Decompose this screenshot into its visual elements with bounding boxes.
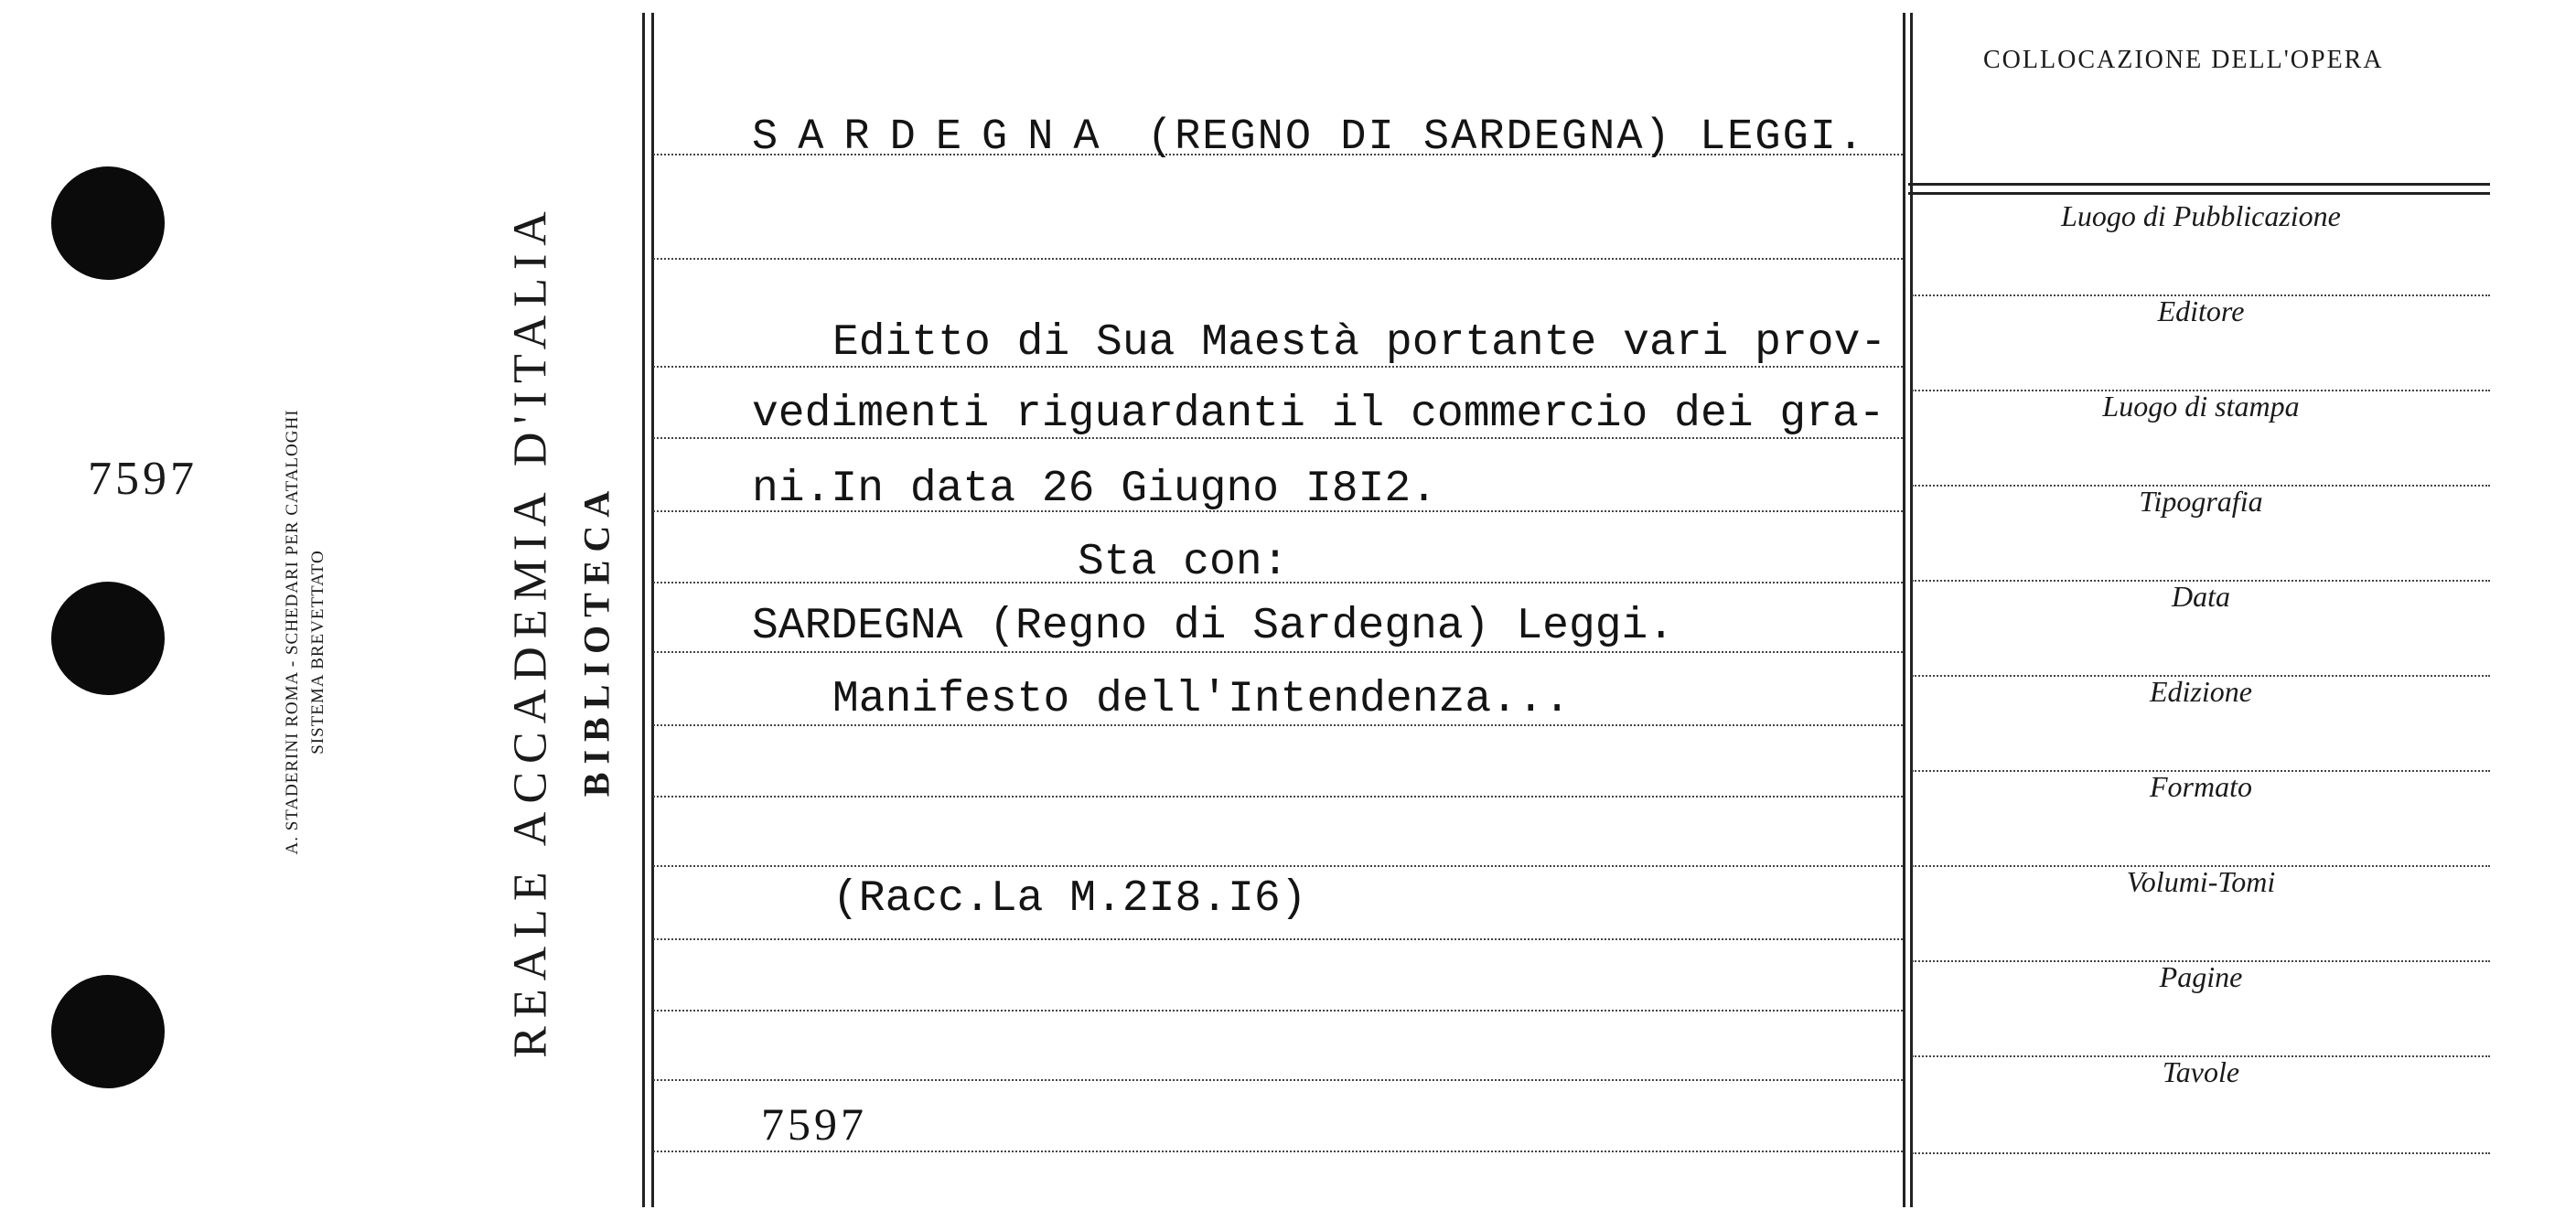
rule-line (653, 1010, 1903, 1012)
panel-top-rule (1908, 183, 2490, 186)
body-line: Editto di Sua Maestà portante vari prov- (832, 318, 1887, 368)
body-line: ni.In data 26 Giugno I8I2. (752, 465, 1437, 514)
field-label-pages: Pagine (2159, 960, 2243, 993)
printer-patent-note: SISTEMA BREVETTATO (308, 550, 327, 755)
rule-line (653, 724, 1903, 726)
field-label-printer: Tipografia (2139, 485, 2263, 518)
field-label-date: Data (2172, 580, 2230, 613)
collection-reference: (Racc.La M.2I8.I6) (832, 874, 1307, 924)
rule-line (653, 938, 1903, 940)
field-label-publisher: Editore (2157, 294, 2245, 327)
side-catalog-number: 7597 (88, 453, 198, 505)
left-border (651, 13, 654, 1207)
printer-imprint: A. STADERINI ROMA - SCHEDARI PER CATALOGHI (283, 409, 302, 855)
column-divider (1903, 13, 1905, 1207)
body-line: SARDEGNA (Regno di Sardegna) Leggi. (752, 602, 1675, 651)
field-label-print-place: Luogo di stampa (2102, 390, 2300, 423)
collocation-header: COLLOCAZIONE DELL'OPERA (1983, 46, 2384, 74)
field-label-volumes: Volumi-Tomi (2126, 865, 2276, 898)
rule-line (653, 258, 1903, 260)
body-line: Sta con: (1078, 538, 1289, 587)
left-border (642, 13, 645, 1207)
body-line: Manifesto dell'Intendenza... (832, 675, 1571, 724)
rule-line (653, 1151, 1903, 1152)
library-label: BIBLIOTECA (575, 482, 617, 797)
panel-top-rule (1908, 192, 2490, 195)
punch-hole (51, 166, 165, 280)
field-rule (1912, 1152, 2490, 1154)
field-label-edition: Edizione (2150, 675, 2252, 708)
heading-qualifier: (REGNO DI SARDEGNA) LEGGI. (1146, 113, 1866, 162)
body-line: vedimenti riguardanti il commercio dei gra- (752, 390, 1885, 439)
punch-hole (51, 582, 165, 695)
field-label-plates: Tavole (2162, 1055, 2240, 1088)
academy-name: REALE ACCADEMIA D'ITALIA (504, 203, 557, 1058)
catalog-number: 7597 (761, 1098, 867, 1150)
rule-line (653, 651, 1903, 653)
rule-line (653, 796, 1903, 797)
rule-line (653, 865, 1903, 867)
field-label-place: Luogo di Pubblicazione (2061, 199, 2341, 232)
card-heading (752, 113, 1865, 162)
punch-hole (51, 975, 165, 1088)
rule-line (653, 1079, 1903, 1081)
heading-subject: SARDEGNA (752, 113, 1120, 162)
field-label-format: Formato (2150, 770, 2252, 803)
